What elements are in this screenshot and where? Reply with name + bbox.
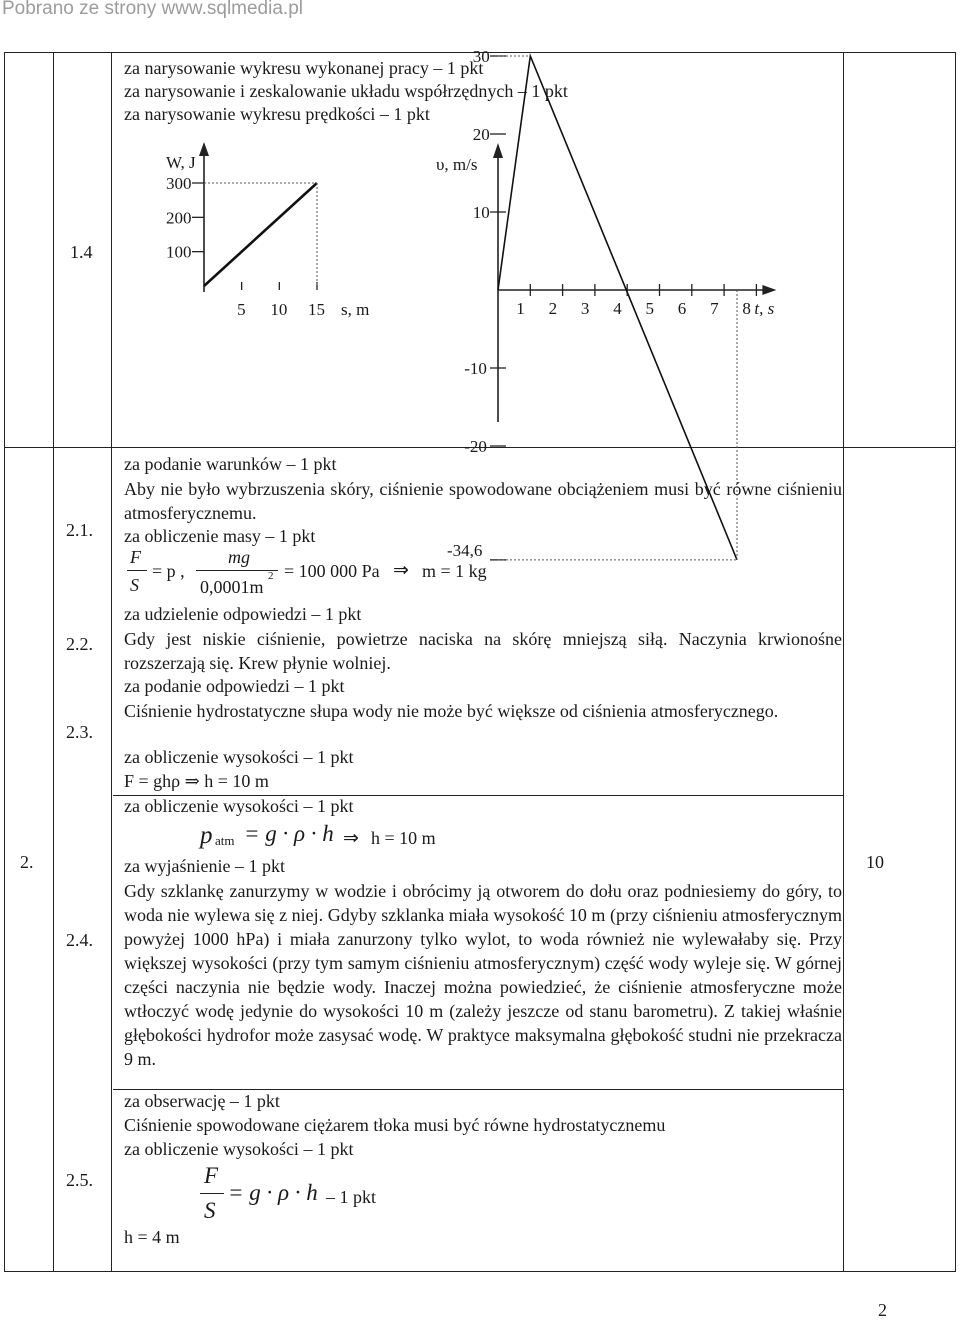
y-tick-label: 300	[166, 174, 192, 193]
subtask-label: 2.2.	[66, 634, 93, 654]
y-axis-label: υ, m/s	[436, 155, 478, 174]
eq-denominator: 0,0001m	[200, 577, 264, 597]
x-tick-label: 6	[677, 299, 687, 318]
x-tick-label: 4	[613, 299, 622, 318]
y-axis-arrow	[493, 143, 503, 158]
eq-numerator: F	[204, 1163, 219, 1188]
scoring-line: za obliczenie wysokości – 1 pkt	[124, 1139, 354, 1159]
x-axis-arrow	[762, 285, 776, 295]
x-tick-label: 15	[308, 300, 325, 319]
eq-symbol: p	[200, 822, 213, 849]
y-tick-label: 10	[472, 203, 490, 222]
y-tick-label: 20	[472, 125, 490, 144]
answer-text: Gdy szklankę zanurzymy w wodzie i obrócimy ją otworem do dołu oraz podniesiemy do góry, to woda nie wylewa się z niej. Gdyby szklanka miała wysokość 10 m (przy ciśnieniu atmosferycznym powyżej 1000 hPa) i miała zanurzony tylko wylot, to woda również nie wylewałaby się. Przy większej wysokości (przy tym samym ciśnieniu atmosferycznym) część wody wyleje się. W górnej części naczynia nie będzie wody. Inaczej można powiedzieć, że ciśnienie atmosferyczne może wtłoczyć wodę jedynie do wysokości 10 m (zależy jeszcze od stanu barometru). Z takiej właśnie głębokości hydrofor może zasysać wodę. W praktyce maksymalna głębokość studni nie przekracza 9 m.	[124, 881, 842, 1069]
answer-text: Ciśnienie spowodowane ciężarem tłoka musi być równe hydrostatycznemu	[124, 1115, 666, 1135]
points-total: 10	[866, 852, 884, 872]
eq-part: = g · ρ · h	[228, 1180, 318, 1205]
y-axis-arrow	[199, 142, 209, 156]
eq-result: h = 10 m	[371, 828, 436, 848]
y-tick-label: 200	[166, 208, 192, 228]
scoring-line: za podanie warunków – 1 pkt	[124, 454, 337, 474]
x-tick-label: 10	[270, 300, 288, 319]
implies-arrow: ⇒	[343, 827, 359, 849]
x-tick-label: 2	[548, 299, 558, 318]
answer-text: Aby nie było wybrzuszenia skóry, ciśnienie spowodowane obciążeniem musi być równe ciśnieniu atmosferycznemu.	[124, 479, 842, 523]
eq-denominator: S	[130, 575, 139, 595]
scoring-line: za narysowanie wykresu prędkości – 1 pkt	[124, 104, 430, 124]
x-tick-label: 7	[710, 299, 719, 318]
x-tick-label: 3	[580, 299, 590, 318]
work-chart	[140, 140, 400, 330]
scoring-line: za obliczenie wysokości – 1 pkt	[124, 796, 354, 816]
table-col-divider	[53, 52, 54, 1272]
formula-line: F = ghρ ⇒ h = 10 m	[124, 771, 269, 791]
answer-text: Gdy jest niskie ciśnienie, powietrze naciska na skórę mniejszą siłą. Naczynia krwionośne rozszerzają się. Krew płynie wolniej.	[124, 629, 842, 673]
y-tick-label: -34,6	[447, 540, 483, 560]
subtask-label: 2.5.	[66, 1170, 93, 1190]
scoring-line: za obserwację – 1 pkt	[124, 1091, 280, 1111]
eq-part: = 100 000 Pa	[284, 561, 380, 581]
eq-superscript: 2	[268, 570, 274, 582]
table-col-divider	[111, 52, 112, 1272]
eq-denominator: S	[204, 1198, 216, 1223]
x-tick-label: 1	[516, 299, 525, 318]
x-axis-label: s, m	[341, 300, 370, 319]
scoring-line: za podanie odpowiedzi – 1 pkt	[124, 676, 345, 696]
implies-arrow: ⇒	[393, 559, 409, 581]
scoring-line: za wyjaśnienie – 1 pkt	[124, 856, 285, 876]
eq-part: = g · ρ · h	[244, 821, 334, 846]
watermark: Pobrano ze strony www.sqlmedia.pl	[2, 0, 303, 19]
eq-numerator: F	[130, 547, 141, 567]
subtask-label: 2.3.	[66, 722, 93, 742]
subtask-label: 2.4.	[66, 930, 93, 950]
x-tick-label: 5	[237, 300, 246, 319]
page-number: 2	[878, 1300, 887, 1320]
scoring-line: za udzielenie odpowiedzi – 1 pkt	[124, 604, 362, 624]
x-axis-label: t, s	[754, 299, 775, 318]
series-line	[204, 183, 317, 286]
y-tick-label: -20	[464, 437, 487, 456]
x-tick-label: 5	[645, 299, 654, 318]
answer-text: Ciśnienie hydrostatyczne słupa wody nie może być większe od ciśnienia atmosferycznego.	[124, 701, 779, 721]
subtask-label: 2.1.	[66, 520, 93, 540]
scoring-line: za obliczenie masy – 1 pkt	[124, 526, 316, 546]
task-label-1-4: 1.4	[70, 242, 93, 262]
y-axis-label: W, J	[166, 153, 196, 172]
table-col-divider	[843, 52, 844, 1272]
answer-result: h = 4 m	[124, 1227, 180, 1247]
scoring-line: za narysowanie i zeskalowanie układu współrzędnych – 1 pkt	[124, 81, 568, 101]
scoring-line: za obliczenie wysokości – 1 pkt	[124, 747, 354, 767]
y-tick-label: 100	[166, 242, 192, 262]
eq-result: m = 1 kg	[422, 561, 487, 581]
x-tick-label: 8	[742, 299, 751, 318]
eq-points: – 1 pkt	[326, 1187, 377, 1207]
fraction-bar	[127, 570, 147, 571]
scoring-line: za narysowanie wykresu wykonanej pracy – 1 pkt	[124, 58, 484, 78]
y-tick-label: -10	[464, 359, 487, 378]
eq-numerator: mg	[228, 547, 250, 567]
y-tick-label: 30	[472, 47, 490, 66]
eq-subscript: atm	[215, 833, 235, 848]
fraction-bar	[196, 570, 278, 571]
task-label-2: 2.	[20, 852, 34, 872]
fraction-bar	[200, 1193, 224, 1194]
eq-part: = p ,	[152, 561, 185, 581]
